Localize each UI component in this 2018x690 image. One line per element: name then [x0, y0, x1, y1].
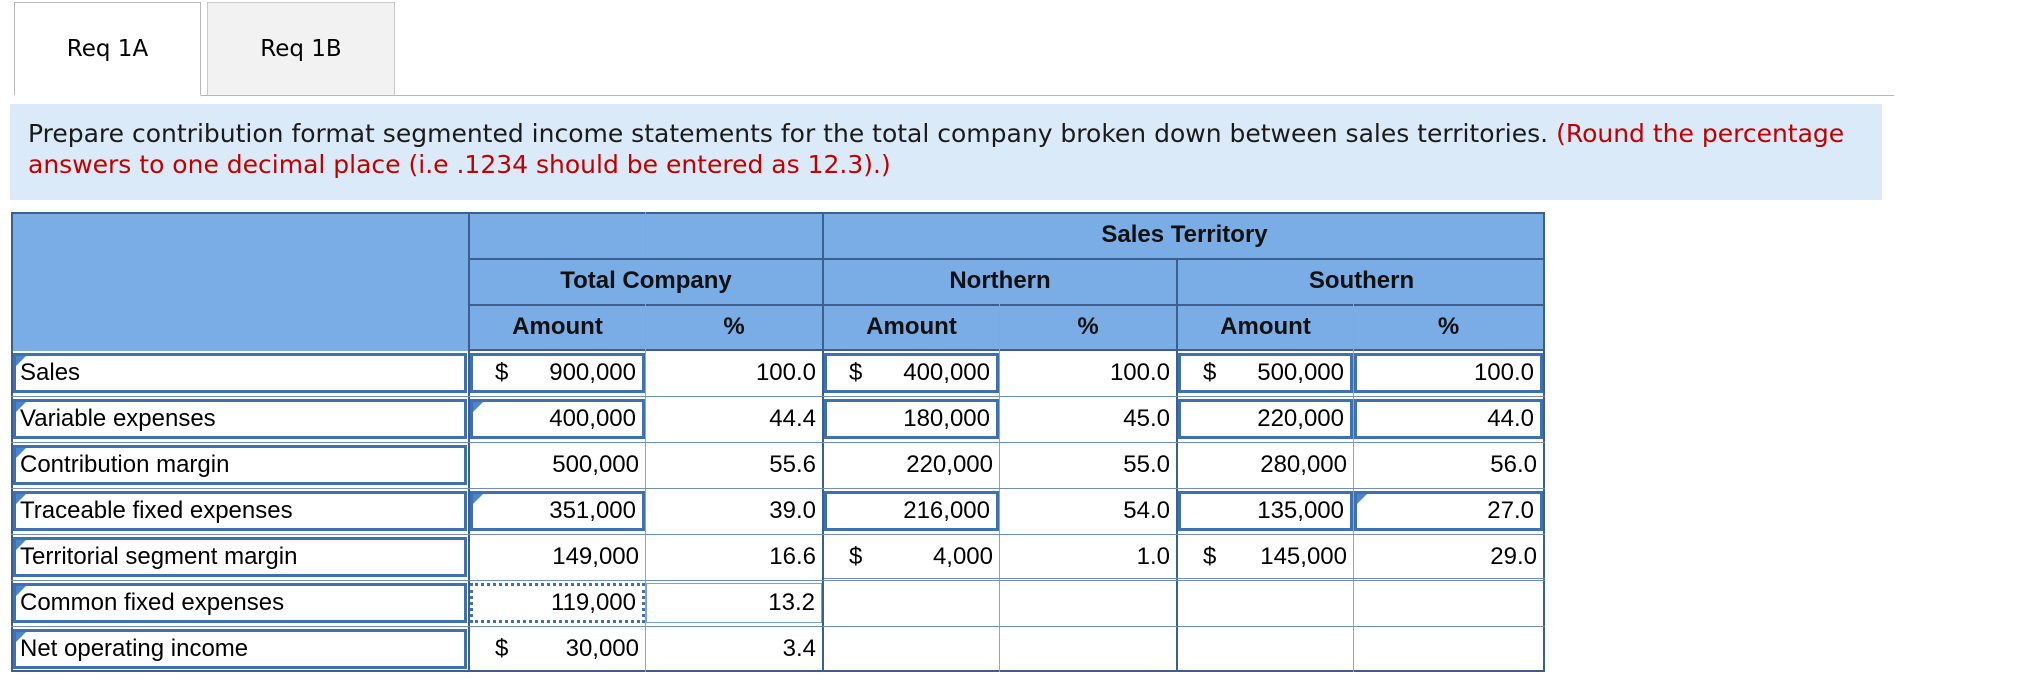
sales-north-percent: 100.0	[1109, 359, 1170, 386]
north-amount-col-header: Amount	[866, 313, 957, 340]
row-sep-3	[11, 488, 1545, 489]
southern-header: Southern	[1308, 267, 1415, 294]
segment-north-percent: 1.0	[1136, 543, 1170, 570]
sales-total-amount-input[interactable]: 900,000	[470, 353, 645, 393]
total-amount-col-header: Amount	[512, 313, 603, 340]
contribution-north-percent: 55.0	[1123, 451, 1170, 478]
row-label-territorial-segment-margin[interactable]: Territorial segment margin	[13, 537, 467, 577]
variable-south-amount-input[interactable]: 220,000	[1178, 399, 1353, 439]
row-sep-6	[11, 626, 1545, 627]
traceable-total-percent: 39.0	[769, 497, 816, 524]
row-label-common-fixed-expenses[interactable]: Common fixed expenses	[13, 583, 467, 623]
variable-south-percent-input[interactable]: 44.0	[1354, 399, 1543, 439]
variable-north-amount-input[interactable]: 180,000	[824, 399, 999, 439]
south-percent-col-header: %	[1437, 313, 1460, 340]
table-border-bottom	[11, 670, 1545, 672]
segment-total-amount: 149,000	[552, 543, 639, 570]
traceable-south-amount-input[interactable]: 135,000	[1178, 491, 1353, 531]
instructions-text: Prepare contribution format segmented income statements for the total company broken down between sales territories.	[28, 119, 1549, 148]
instructions-panel	[10, 104, 1882, 200]
row-sep-1	[11, 396, 1545, 397]
currency-symbol: $	[849, 359, 863, 386]
sales-territory-header: Sales Territory	[1101, 221, 1268, 248]
net-total-percent: 3.4	[782, 635, 816, 662]
row-label-net-operating-income[interactable]: Net operating income	[13, 629, 467, 669]
currency-symbol: $	[495, 359, 509, 386]
traceable-north-amount-input[interactable]: 216,000	[824, 491, 999, 531]
tab-bar	[14, 0, 1894, 96]
common-total-amount-input[interactable]: 119,000	[470, 583, 645, 623]
currency-symbol: $	[849, 543, 863, 570]
sales-total-percent: 100.0	[755, 359, 816, 386]
common-total-percent-input[interactable]: 13.2	[646, 583, 822, 623]
north-percent-col-header: %	[1077, 313, 1099, 340]
variable-total-amount-input[interactable]: 400,000	[470, 399, 645, 439]
sales-south-amount-input[interactable]: 500,000	[1178, 353, 1353, 393]
row-sep-2	[11, 442, 1545, 443]
tab-bar-divider	[14, 95, 1894, 96]
total-company-header: Total Company	[560, 267, 732, 294]
segmented-income-table	[11, 212, 1545, 672]
traceable-total-amount-input[interactable]: 351,000	[470, 491, 645, 531]
total-percent-col-header: %	[723, 313, 745, 340]
rounding-note: (Round the percentage answers to one decimal place (i.e .1234 should be entered as 12.3).)	[28, 119, 1845, 179]
row-sep-4	[11, 534, 1545, 535]
variable-total-percent: 44.4	[769, 405, 816, 432]
variable-north-percent: 45.0	[1123, 405, 1170, 432]
double-rule-north-south	[824, 578, 1545, 579]
contribution-total-percent: 55.6	[769, 451, 816, 478]
traceable-north-percent: 54.0	[1123, 497, 1170, 524]
sales-south-percent-input[interactable]: 100.0	[1354, 353, 1543, 393]
tab-req-1a[interactable]: Req 1A	[14, 2, 201, 97]
sales-north-amount-input[interactable]: 400,000	[824, 353, 999, 393]
row-label-traceable-fixed-expenses[interactable]: Traceable fixed expenses	[13, 491, 467, 531]
segment-south-amount: 145,000	[1260, 543, 1347, 570]
contribution-total-amount: 500,000	[552, 451, 639, 478]
row-label-contribution-margin[interactable]: Contribution margin	[13, 445, 467, 485]
currency-symbol: $	[495, 635, 509, 662]
contribution-north-amount: 220,000	[906, 451, 993, 478]
tab-req-1b[interactable]: Req 1B	[207, 2, 395, 95]
south-amount-col-header: Amount	[1220, 313, 1311, 340]
col-line-2a	[645, 212, 646, 258]
row-label-sales[interactable]: Sales	[13, 353, 467, 393]
currency-symbol: $	[1203, 359, 1217, 386]
currency-symbol: $	[1203, 543, 1217, 570]
segment-total-percent: 16.6	[769, 543, 816, 570]
contribution-south-amount: 280,000	[1260, 451, 1347, 478]
row-label-variable-expenses[interactable]: Variable expenses	[13, 399, 467, 439]
segment-south-percent: 29.0	[1490, 543, 1537, 570]
traceable-south-percent-input[interactable]: 27.0	[1354, 491, 1543, 531]
net-total-amount: 30,000	[565, 635, 639, 662]
segment-north-amount: 4,000	[932, 543, 993, 570]
row-sep-5	[11, 580, 1545, 581]
contribution-south-percent: 56.0	[1490, 451, 1537, 478]
northern-header: Northern	[949, 267, 1051, 294]
